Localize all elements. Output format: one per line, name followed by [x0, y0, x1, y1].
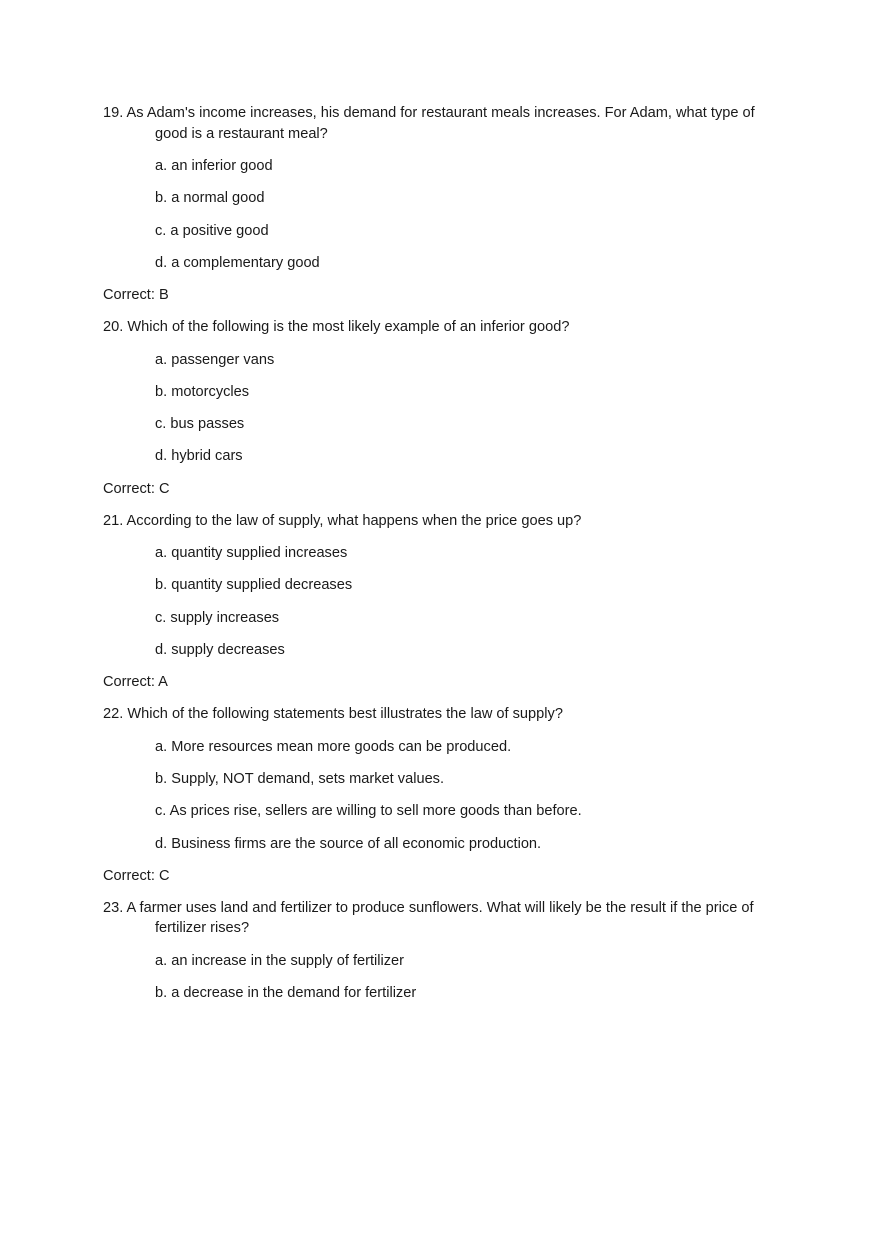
correct-answer: Correct: C: [103, 867, 170, 884]
question-23: [103, 898, 773, 1004]
answer-option: d. Business firms are the source of all economic production.: [155, 835, 542, 852]
question-text: 22. Which of the following statements best illustrates the law of supply?: [103, 706, 563, 723]
answer-option: d. a complementary good: [155, 254, 320, 271]
answer-option: b. motorcycles: [155, 383, 250, 400]
question-text: 20. Which of the following is the most likely example of an inferior good?: [103, 319, 570, 336]
question-22: [103, 704, 773, 886]
correct-answer: Correct: C: [103, 480, 170, 497]
question-21: [103, 511, 773, 693]
question-text: 23. A farmer uses land and fertilizer to produce sunflowers. What will likely be the result if the price of fertilizer rises?: [103, 899, 754, 937]
answer-option: a. passenger vans: [155, 351, 275, 368]
answer-option: c. bus passes: [155, 416, 245, 433]
answer-option: a. quantity supplied increases: [155, 545, 348, 562]
answer-option: b. a decrease in the demand for fertilizer: [155, 985, 417, 1002]
question-list: [103, 103, 773, 1004]
answer-option: b. a normal good: [155, 190, 265, 207]
answer-option: b. quantity supplied decreases: [155, 577, 353, 594]
answer-option: a. an inferior good: [155, 158, 273, 174]
question-text: 19. As Adam's income increases, his demand for restaurant meals increases. For Adam, what type of good is a restaurant meal?: [103, 105, 755, 142]
answer-option: a. an increase in the supply of fertilizer: [155, 952, 405, 969]
question-text: 21. According to the law of supply, what happens when the price goes up?: [103, 512, 582, 529]
answer-option: a. More resources mean more goods can be produced.: [155, 738, 512, 755]
answer-option: c. supply increases: [155, 609, 280, 626]
correct-answer: Correct: B: [103, 287, 169, 304]
answer-option: c. As prices rise, sellers are willing to sell more goods than before.: [155, 803, 582, 820]
answer-option: c. a positive good: [155, 222, 269, 239]
correct-answer: Correct: A: [103, 674, 168, 691]
answer-option: b. Supply, NOT demand, sets market values.: [155, 771, 445, 788]
answer-option: d. supply decreases: [155, 642, 285, 659]
question-19: [103, 103, 773, 306]
question-20: [103, 317, 773, 499]
answer-option: d. hybrid cars: [155, 448, 243, 465]
